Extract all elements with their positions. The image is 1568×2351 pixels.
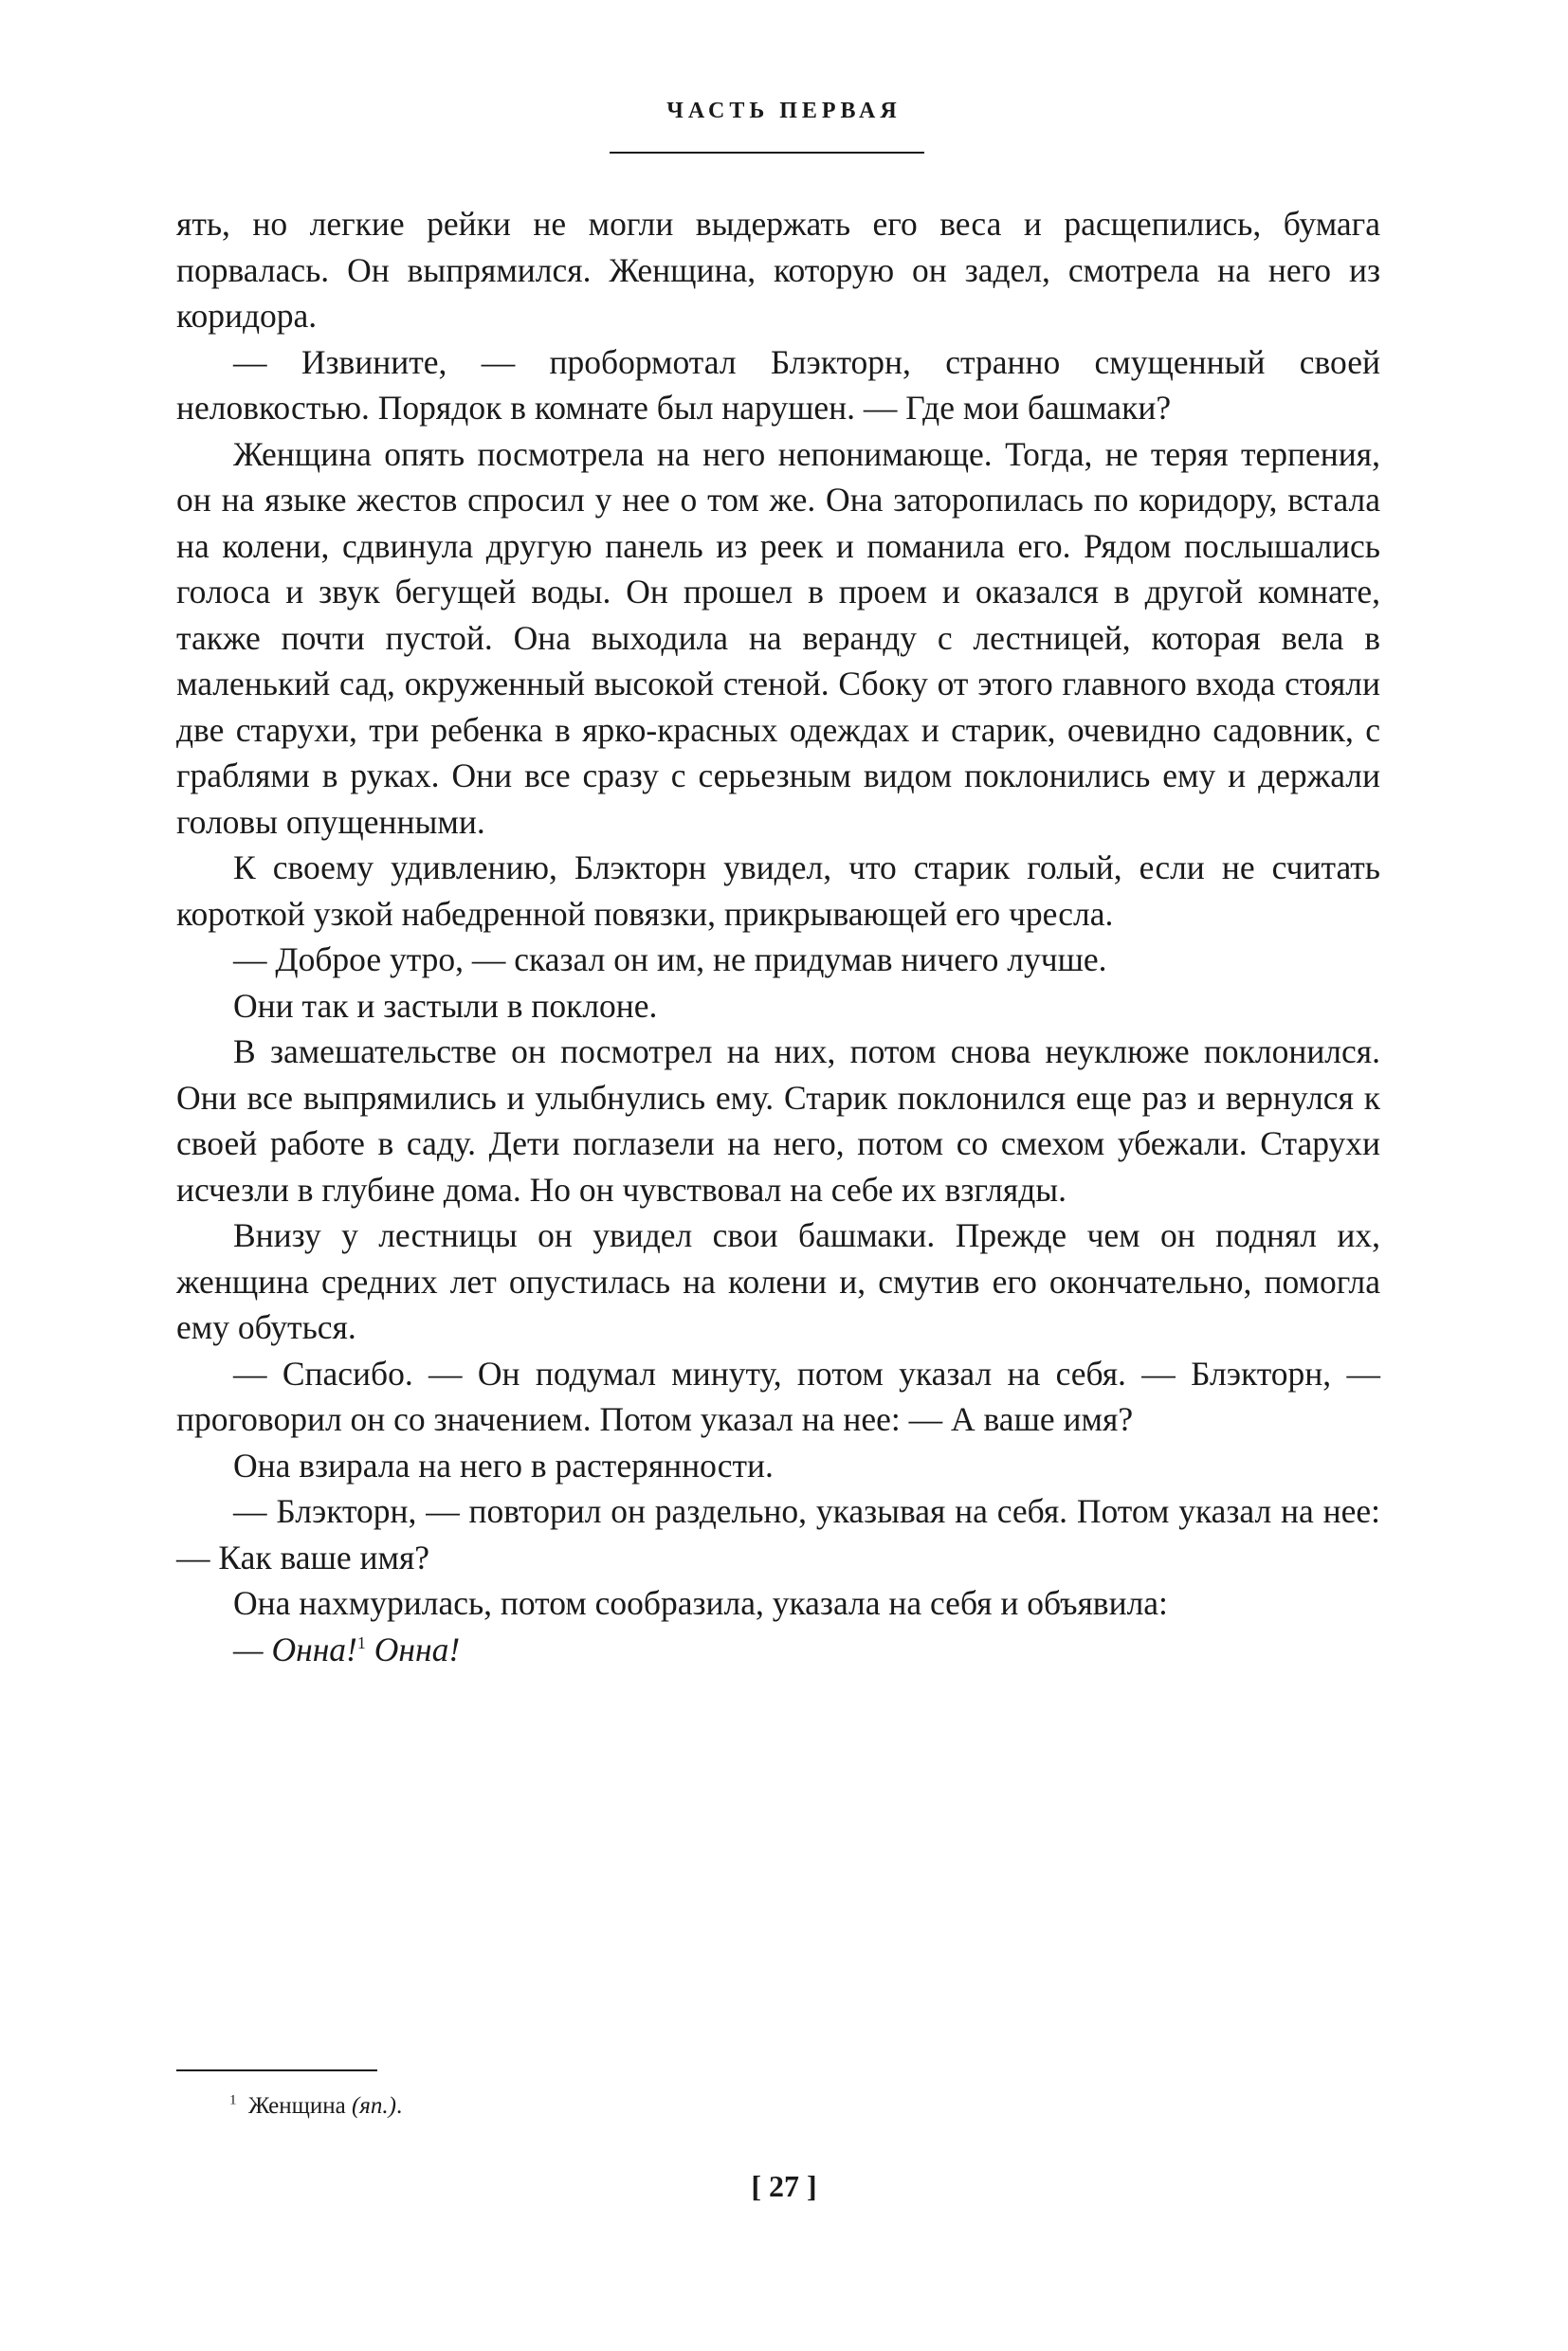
paragraph: Она нахмурилась, потом сообразила, указала на себя и объявила: bbox=[233, 1584, 1168, 1622]
paragraph: Она взирала на него в растерянности. bbox=[233, 1446, 774, 1485]
footnote-reference: 1 bbox=[356, 1632, 366, 1652]
footnote-text: Женщина bbox=[248, 2093, 346, 2119]
paragraph: — Извините, — пробормотал Блэкторн, странно смущенный своей неловкостью. Порядок в комнате был нарушен. — Где мои башмаки? bbox=[176, 342, 1380, 427]
footnote-mark: 1 bbox=[229, 2092, 237, 2108]
footnote-end: . bbox=[396, 2093, 403, 2119]
footnote-divider bbox=[176, 2069, 377, 2071]
main-text bbox=[176, 201, 1380, 1672]
page-number: [ 27 ] bbox=[751, 2169, 817, 2203]
paragraph: — Спасибо. — Он подумал минуту, потом указал на себя. — Блэкторн, — проговорил он со значением. Потом указал на нее: — А ваше имя? bbox=[176, 1354, 1380, 1438]
header-divider bbox=[610, 152, 924, 154]
paragraph: — Доброе утро, — сказал он им, не придумав ничего лучше. bbox=[233, 940, 1107, 978]
paragraph: В замешательстве он посмотрел на них, потом снова неуклюже поклонился. Они все выпрямились и улыбнулись ему. Старик поклонился еще раз и вернулся к своей работе в саду. Дети поглазели на него, потом со смехом убежали. Старухи исчезли в глубине дома. Но он чувствовал на себе их взгляды. bbox=[176, 1032, 1380, 1209]
footnote bbox=[229, 2090, 402, 2123]
paragraph: ять, но легкие рейки не могли выдержать его веса и расщепились, бумага порвалась. Он выпрямился. Женщина, которую он задел, смотрела на него из коридора. bbox=[176, 205, 1380, 335]
footnote-language: (яп.) bbox=[351, 2093, 396, 2119]
paragraph: К своему удивлению, Блэкторн увидел, что старик голый, если не считать короткой узкой набедренной повязки, прикрывающей его чресла. bbox=[176, 848, 1380, 933]
paragraph: Они так и застыли в поклоне. bbox=[233, 986, 658, 1025]
paragraph: Внизу у лестницы он увидел свои башмаки. Прежде чем он поднял их, женщина средних лет опустилась на колени и, смутив его окончательно, помогла ему обуться. bbox=[176, 1216, 1380, 1346]
dialogue-text-1: — Онна! bbox=[233, 1630, 357, 1668]
paragraph: — Блэкторн, — повторил он раздельно, указывая на себя. Потом указал на нее: — Как ваше имя? bbox=[176, 1492, 1380, 1576]
paragraph: Женщина опять посмотрела на него непонимающе. Тогда, не теряя терпения, он на языке жестов спросил у нее о том же. Она заторопилась по коридору, встала на колени, сдвинула другую панель из реек и поманила его. Рядом послышались голоса и звук бегущей воды. Он прошел в проем и оказался в другой комнате, также почти пустой. Она выходила на веранду с лестницей, которая вела в маленький сад, окруженный высокой стеной. Сбоку от этого главного входа стояли две старухи, три ребенка в ярко-красных одеждах и старик, очевидно садовник, с граблями в руках. Они все сразу с серьезным видом поклонились ему и держали головы опущенными. bbox=[176, 434, 1380, 841]
running-title: ЧАСТЬ ПЕРВАЯ bbox=[666, 99, 902, 123]
dialogue-line bbox=[176, 1627, 1380, 1673]
dialogue-text-2: Онна! bbox=[365, 1630, 461, 1668]
